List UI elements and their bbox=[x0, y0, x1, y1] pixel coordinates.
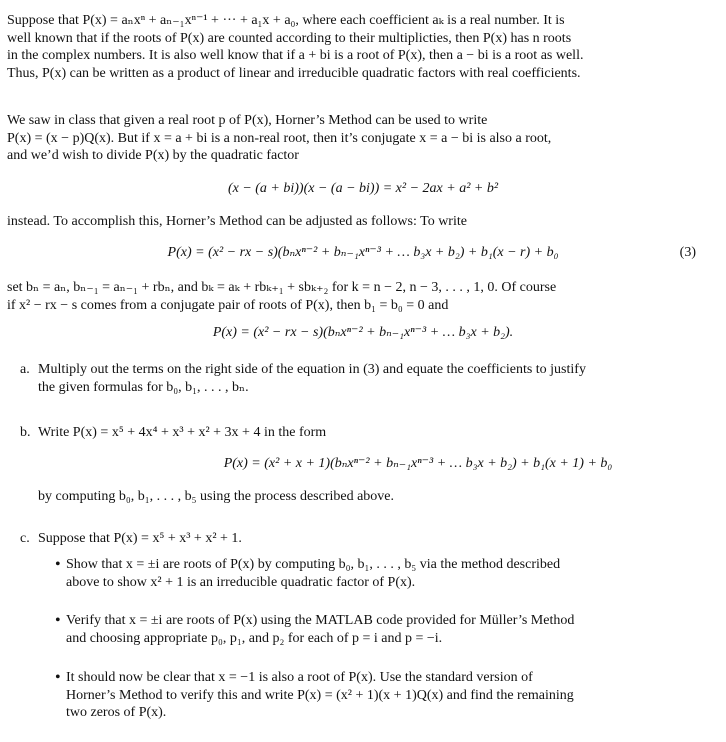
horner-paragraph bbox=[7, 112, 719, 165]
equation-3-label: (3) bbox=[679, 245, 696, 260]
item-b-line-1: Write P(x) = x⁵ + 4x⁴ + x³ + x² + 3x + 4 in the form bbox=[38, 425, 327, 440]
intro-line-4: Thus, P(x) can be written as a product of linear and irreducible quadratic factors with real coefficients. bbox=[7, 65, 581, 81]
equation-3-formula: P(x) = (x² − rx − s)(bₙxⁿ⁻² + bₙ₋₁xⁿ⁻³ + … b₃x + b₂) + b₁(x − r) + b₀ bbox=[167, 245, 559, 260]
set-line-2: if x² − rx − s comes from a conjugate pair of roots of P(x), then b₁ = b₀ = 0 and bbox=[7, 297, 449, 313]
bullet-3-line-2: Horner’s Method to verify this and write P(x) = (x² + 1)(x + 1)Q(x) and find the remaining bbox=[66, 687, 574, 703]
instead-line: instead. To accomplish this, Horner’s Method can be adjusted as follows: To write bbox=[7, 214, 467, 229]
intro-line-3: in the complex numbers. It is also well know that if a + bi is a root of P(x), then a − bi is a root as well. bbox=[7, 48, 584, 63]
horner-line-3: and we’d wish to divide P(x) by the quadratic factor bbox=[7, 148, 299, 163]
quadratic-factor-equation: (x − (a + bi))(x − (a − bi)) = x² − 2ax + a² + b² bbox=[227, 181, 499, 196]
bullet-icon: • bbox=[55, 612, 61, 629]
item-a bbox=[20, 361, 670, 396]
bullet-icon: • bbox=[55, 669, 61, 686]
item-c-bullet-3 bbox=[55, 669, 680, 722]
item-c bbox=[20, 530, 670, 548]
intro-line-2: well known that if the roots of P(x) are counted according to their multiplicties, then P(x) has n roots bbox=[7, 30, 572, 46]
item-c-label: c. bbox=[20, 531, 30, 546]
item-a-line-1: Multiply out the terms on the right side of the equation in (3) and equate the coefficients to justify bbox=[38, 362, 586, 377]
item-b-label: b. bbox=[20, 425, 31, 440]
horner-line-1: We saw in class that given a real root p of P(x), Horner’s Method can be used to write bbox=[7, 113, 488, 128]
item-b-tail bbox=[38, 488, 688, 506]
bullet-2-line-2: and choosing appropriate p₀, p₁, and p₂ for each of p = i and p = −i. bbox=[66, 630, 443, 646]
intro-paragraph bbox=[7, 12, 719, 82]
bullet-icon: • bbox=[55, 556, 61, 573]
bullet-1-line-1: Show that x = ±i are roots of P(x) by computing b₀, b₁, . . . , b₅ via the method described bbox=[66, 557, 561, 572]
bullet-2-line-1: Verify that x = ±i are roots of P(x) using the MATLAB code provided for Müller’s Method bbox=[66, 613, 575, 628]
set-paragraph bbox=[7, 279, 719, 314]
item-b-line-2: by computing b₀, b₁, . . . , b₅ using the process described above. bbox=[38, 489, 395, 504]
intro-line-1: Suppose that P(x) = aₙxⁿ + aₙ₋₁xⁿ⁻¹ + ··· + a₁x + a₀, where each coefficient aₖ is a real number. It is bbox=[7, 13, 565, 28]
item-b-equation: P(x) = (x² + x + 1)(bₙxⁿ⁻² + bₙ₋₁xⁿ⁻³ + … b₃x + b₂) + b₁(x + 1) + b₀ bbox=[223, 456, 613, 471]
item-c-line-1: Suppose that P(x) = x⁵ + x³ + x² + 1. bbox=[38, 531, 242, 546]
item-c-bullet-2 bbox=[55, 612, 680, 647]
item-a-label: a. bbox=[20, 362, 30, 377]
item-c-bullet-1 bbox=[55, 556, 680, 591]
bullet-1-line-2: above to show x² + 1 is an irreducible quadratic factor of P(x). bbox=[66, 574, 416, 590]
item-b bbox=[20, 424, 670, 442]
reduced-equation: P(x) = (x² − rx − s)(bₙxⁿ⁻² + bₙ₋₁xⁿ⁻³ + … b₃x + b₂). bbox=[212, 325, 514, 340]
horner-line-2: P(x) = (x − p)Q(x). But if x = a + bi is a non-real root, then it’s conjugate x = a − bi is also a root, bbox=[7, 130, 552, 146]
equation-3 bbox=[0, 244, 726, 262]
bullet-3-line-3: two zeros of P(x). bbox=[66, 705, 167, 720]
item-a-line-2: the given formulas for b₀, b₁, . . . , bₙ. bbox=[38, 379, 249, 395]
set-line-1: set bₙ = aₙ, bₙ₋₁ = aₙ₋₁ + rbₙ, and bₖ = aₖ + rbₖ₊₁ + sbₖ₊₂ for k = n − 2, n − 3, . . . , 1, 0. Of course bbox=[7, 280, 557, 295]
bullet-3-line-1: It should now be clear that x = −1 is also a root of P(x). Use the standard version of bbox=[66, 670, 533, 685]
